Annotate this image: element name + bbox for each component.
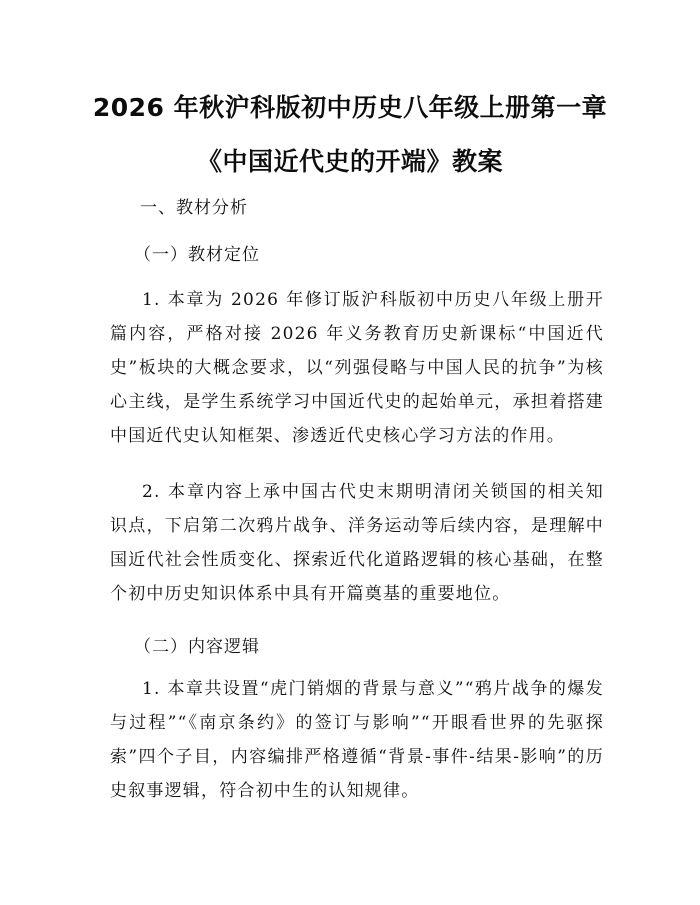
subsection-heading-positioning: （一）教材定位 xyxy=(134,245,260,265)
paragraph-positioning-1: 1. 本章为 2026 年修订版沪科版初中历史八年级上册开篇内容，严格对接 2026 年义务教育历史新课标“中国近代史”板块的大概念要求，以“列强侵略与中国人民的抗争”为核心主线，是学生系统学习中国近代史的起始单元，承担着搭建中国近代史认知框架、渗透近代史核心学习方法的作用。 xyxy=(110,290,604,446)
section-heading-analysis: 一、教材分析 xyxy=(140,198,248,218)
document-title-line-1: 2026 年秋沪科版初中历史八年级上册第一章 xyxy=(92,93,608,122)
subsection-heading-logic: （二）内容逻辑 xyxy=(134,637,260,657)
document-title-line-2: 《中国近代史的开端》教案 xyxy=(196,147,503,176)
paragraph-logic-1: 1. 本章共设置“虎门销烟的背景与意义”“鸦片战争的爆发与过程”“《南京条约》的签订与影响”“开眼看世界的先驱探索”四个子目，内容编排严格遵循“背景-事件-结果-影响”的历史叙事逻辑，符合初中生的认知规律。 xyxy=(110,679,604,801)
paragraph-positioning-2: 2. 本章内容上承中国古代史末期明清闭关锁国的相关知识点，下启第二次鸦片战争、洋务运动等后续内容，是理解中国近代社会性质变化、探索近代化道路逻辑的核心基础，在整个初中历史知识体系中具有开篇奠基的重要地位。 xyxy=(110,482,604,604)
